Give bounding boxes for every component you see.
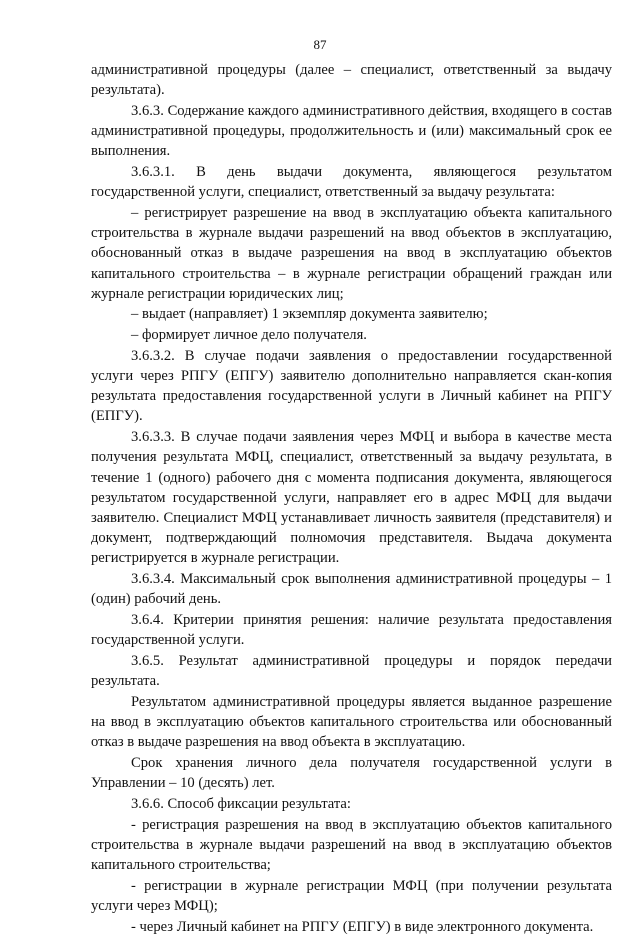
list-item: – регистрирует разрешение на ввод в эксплуатацию объекта капитального строительства в журнале выдачи разрешений на ввод объектов в эксплуатацию, обоснованный отказ в выдаче разрешения на ввод в эксплуатацию объектов капитального строительства – в журнале регистрации обращений граждан или журнале регистрации юридических лиц; — [91, 204, 612, 302]
list-item: – выдает (направляет) 1 экземпляр документа заявителю; — [131, 306, 488, 323]
paragraph: 3.6.4. Критерии принятия решения: наличие результата предоставления государственной услуги. — [91, 611, 612, 649]
list-item: - через Личный кабинет на РПГУ (ЕПГУ) в виде электронного документа. — [131, 918, 594, 935]
paragraph: 3.6.3.2. В случае подачи заявления о предоставлении государственной услуги через РПГУ (ЕПГУ) заявителю дополнительно направляется скан-копия результата предоставления государственной услуги в Личный кабинет на РПГУ (ЕПГУ). — [91, 347, 612, 425]
document-body — [91, 60, 612, 937]
paragraph: 3.6.3. Содержание каждого административного действия, входящего в состав административной процедуры, продолжительность и (или) максимальный срок ее выполнения. — [91, 102, 612, 160]
list-item: – формирует личное дело получателя. — [131, 327, 367, 344]
paragraph: 3.6.6. Способ фиксации результата: — [131, 795, 351, 812]
page-number: 87 — [313, 37, 327, 52]
list-item: - регистрация разрешения на ввод в эксплуатацию объектов капитального строительства в журнале выдачи разрешений на ввод в эксплуатацию объектов капитального строительства; — [91, 816, 612, 873]
paragraph: Срок хранения личного дела получателя государственной услуги в Управлении – 10 (десять) лет. — [91, 754, 612, 792]
paragraph: Результатом административной процедуры является выданное разрешение на ввод в эксплуатацию объектов капитального строительства или обоснованный отказ в выдаче разрешения на ввод объекта в эксплуатацию. — [91, 693, 612, 751]
paragraph: 3.6.3.1. В день выдачи документа, являющегося результатом государственной услуги, специалист, ответственный за выдачу результата: — [91, 164, 612, 201]
paragraph: 3.6.5. Результат административной процедуры и порядок передачи результата. — [91, 652, 612, 690]
paragraph: 3.6.3.4. Максимальный срок выполнения административной процедуры – 1 (один) рабочий день. — [91, 571, 612, 608]
list-item: - регистрации в журнале регистрации МФЦ (при получении результата услуги через МФЦ); — [91, 877, 612, 914]
paragraph: административной процедуры (далее – специалист, ответственный за выдачу результата). — [91, 62, 612, 99]
paragraph: 3.6.3.3. В случае подачи заявления через МФЦ и выбора в качестве места получения результата МФЦ, специалист, ответственный за выдачу результата, в течение 1 (одного) рабочего дня с момента подписания документа, являющегося результатом государственной услуги, направляет его в адрес МФЦ для выдачи заявителю. Специалист МФЦ устанавливает личность заявителя (представителя) и документ, подтверждающий полномочия представителя. Выдача документа регистрируется в журнале регистрации. — [91, 429, 612, 567]
